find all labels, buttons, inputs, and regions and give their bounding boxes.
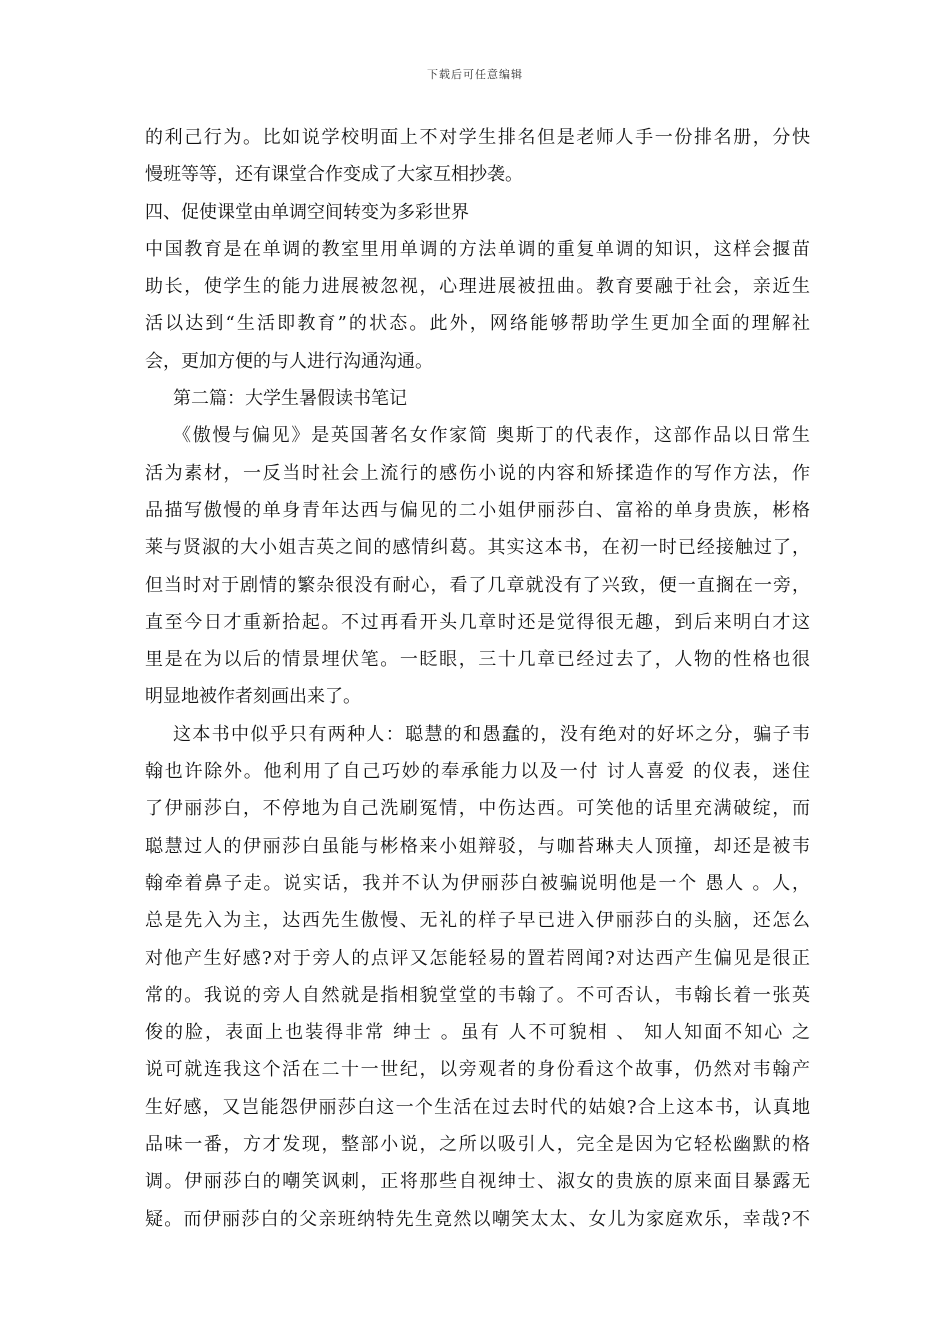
text-line: 四、促使课堂由单调空间转变为多彩世界 [145, 201, 469, 223]
text-line: 生好感，又岂能怨伊丽莎白这一个生活在过去时代的姑娘?合上这本书，认真地 [145, 1096, 810, 1118]
page-header: 下载后可任意编辑 [427, 68, 523, 81]
text-line: 慢班等等，还有课堂合作变成了大家互相抄袭。 [145, 164, 523, 186]
text-line: 明显地被作者刻画出来了。 [145, 686, 361, 708]
text-line: 的利己行为。比如说学校明面上不对学生排名但是老师人手一份排名册，分快 [145, 127, 810, 148]
text-line: 翰牵着鼻子走。说实话，我并不认为伊丽莎白被骗说明他是一个 愚人 。人， [145, 872, 810, 894]
text-line: 里是在为以后的情景埋伏笔。一眨眼，三十几章已经过去了，人物的性格也很 [145, 649, 810, 671]
text-line: 《傲慢与偏见》是英国著名女作家简 奥斯丁的代表作，这部作品以日常生 [173, 425, 810, 447]
text-line: 俊的脸，表面上也装得非常 绅士 。虽有 人不可貌相 、 知人知面不知心 之 [145, 1022, 810, 1044]
text-line: 调。伊丽莎白的嘲笑讽刺，正将那些自视绅士、淑女的贵族的原来面目暴露无 [145, 1171, 810, 1193]
text-line: 聪慧过人的伊丽莎白虽能与彬格来小姐辩驳，与咖苔琳夫人顶撞，却还是被韦 [145, 835, 810, 857]
document-body [145, 119, 810, 1238]
text-line: 中国教育是在单调的教室里用单调的方法单调的重复单调的知识，这样会揠苗 [145, 238, 810, 260]
text-line: 品味一番，方才发现，整部小说，之所以吸引人，完全是因为它轻松幽默的格 [145, 1134, 810, 1156]
text-line: 活为素材，一反当时社会上流行的感伤小说的内容和矫揉造作的写作方法，作 [145, 462, 810, 484]
text-line: 翰也许除外。他利用了自己巧妙的奉承能力以及一付 讨人喜爱 的仪表，迷住 [145, 761, 810, 783]
text-line: 总是先入为主，达西先生傲慢、无礼的样子早已进入伊丽莎白的头脑，还怎么 [145, 910, 810, 932]
text-line: 直至今日才重新拾起。不过再看开头几章时还是觉得很无趣，到后来明白才这 [145, 611, 810, 633]
text-line: 疑。而伊丽莎白的父亲班纳特先生竟然以嘲笑太太、女儿为家庭欢乐，幸哉?不 [145, 1208, 810, 1230]
text-line: 品描写傲慢的单身青年达西与偏见的二小姐伊丽莎白、富裕的单身贵族，彬格 [145, 499, 810, 521]
text-line: 但当时对于剧情的繁杂很没有耐心，看了几章就没有了兴致，便一直搁在一旁， [145, 574, 810, 596]
text-line: 第二篇：大学生暑假读书笔记 [173, 388, 407, 410]
text-line: 常的。我说的旁人自然就是指相貌堂堂的韦翰了。不可否认，韦翰长着一张英 [145, 984, 810, 1006]
text-line: 莱与贤淑的大小姐吉英之间的感情纠葛。其实这本书，在初一时已经接触过了， [145, 537, 810, 559]
text-line: 对他产生好感?对于旁人的点评又怎能轻易的置若罔闻?对达西产生偏见是很正 [145, 947, 810, 969]
text-line: 助长，使学生的能力进展被忽视，心理进展被扭曲。教育要融于社会，亲近生 [145, 276, 810, 298]
text-line: 说可就连我这个活在二十一世纪，以旁观者的身份看这个故事，仍然对韦翰产 [145, 1059, 810, 1081]
text-line: 活以达到“生活即教育”的状态。此外，网络能够帮助学生更加全面的理解社 [145, 313, 810, 335]
text-line: 了伊丽莎白，不停地为自己洗刷冤情，中伤达西。可笑他的话里充满破绽，而 [145, 798, 810, 820]
text-line: 这本书中似乎只有两种人：聪慧的和愚蠢的，没有绝对的好坏之分，骗子韦 [173, 723, 810, 745]
text-line: 会，更加方便的与人进行沟通沟通。 [145, 350, 433, 372]
